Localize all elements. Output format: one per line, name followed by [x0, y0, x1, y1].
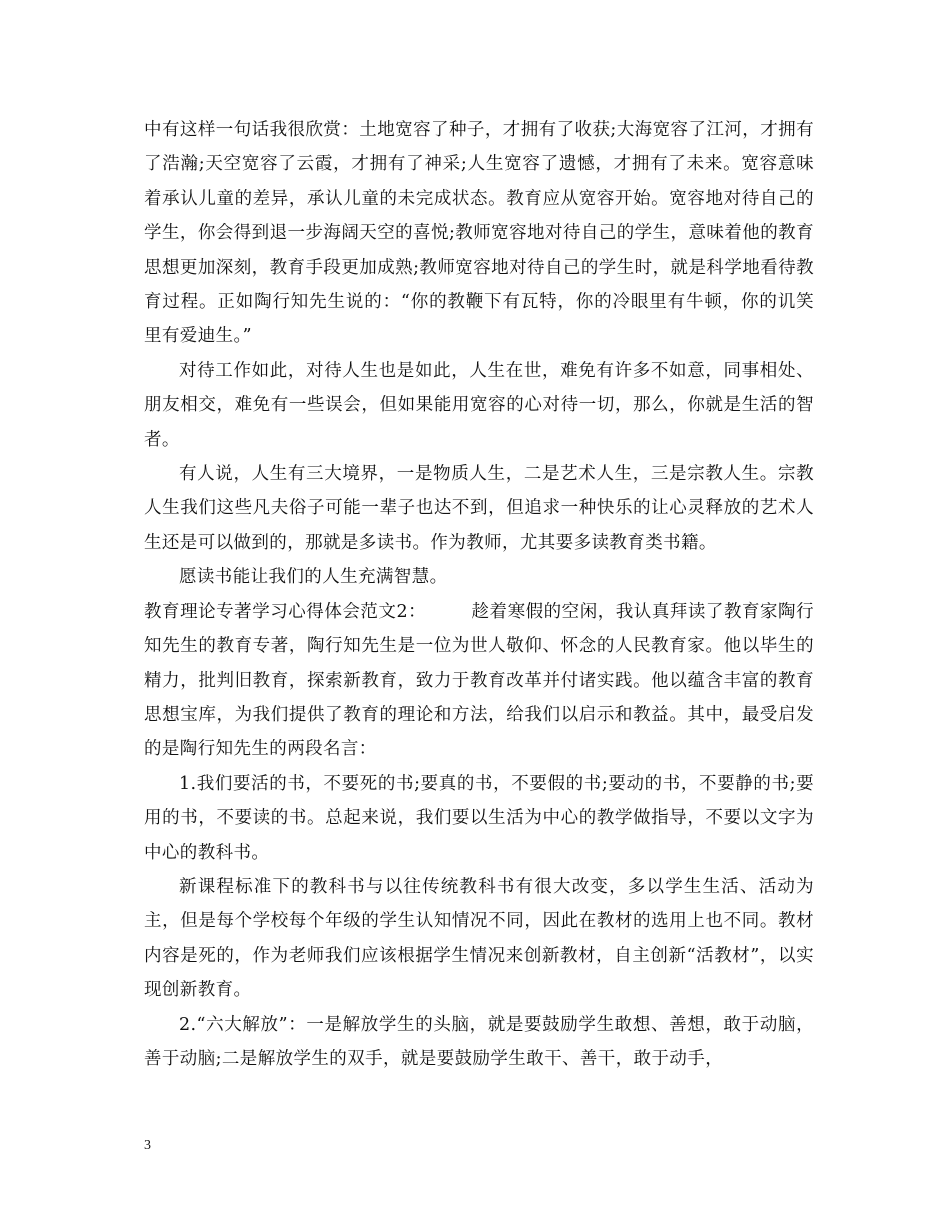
paragraph-1: 中有这样一句话我很欣赏：土地宽容了种子，才拥有了收获;大海宽容了江河，才拥有了浩瀚;天空宽容了云霞，才拥有了神采;人生宽容了遗憾，才拥有了未来。宽容意味着承认儿童的差异，承认儿童的未完成状态。教育应从宽容开始。宽容地对待自己的学生，你会得到退一步海阔天空的喜悦;教师宽容地对待自己的学生，意味着他的教育思想更加深刻，教育手段更加成熟;教师宽容地对待自己的学生时，就是科学地看待教育过程。正如陶行知先生说的：“你的教鞭下有瓦特，你的冷眼里有牛顿，你的讥笑里有爱迪生。”: [144, 120, 814, 347]
paragraph-8-quote-2: 2.“六大解放”：一是解放学生的头脑，就是要鼓励学生敢想、善想，敢于动脑，善于动脑;二是解放学生的双手，就是要鼓励学生敢干、善干，敢于动手，: [144, 1014, 814, 1069]
paragraph-7: 新课程标准下的教科书与以往传统教科书有很大改变，多以学生生活、活动为主，但是每个学校每个年级的学生认知情况不同，因此在教材的选用上也不同。教材内容是死的，作为老师我们应该根据学生情况来创新教材，自主创新“活教材”，以实现创新教育。: [144, 876, 814, 1001]
paragraph-6-quote-1: 1.我们要活的书，不要死的书;要真的书，不要假的书;要动的书，不要静的书;要用的书，不要读的书。总起来说，我们要以生活为中心的教学做指导，不要以文字为中心的教科书。: [144, 773, 814, 863]
paragraph-5-section-heading: 教育理论专著学习心得体会范文2： 趁着寒假的空闲，我认真拜读了教育家陶行知先生的教育专著，陶行知先生是一位为世人敬仰、怀念的人民教育家。他以毕生的精力，批判旧教育，探索新教育，致力于教育改革并付诸实践。他以蕴含丰富的教育思想宝库，为我们提供了教育的理论和方法，给我们以启示和教益。其中，最受启发的是陶行知先生的两段名言：: [144, 601, 814, 760]
paragraph-4: 愿读书能让我们的人生充满智慧。: [179, 567, 448, 588]
page-number: 3: [144, 1138, 151, 1153]
document-body: [144, 113, 814, 1076]
paragraph-3: 有人说，人生有三大境界，一是物质人生，二是艺术人生，三是宗教人生。宗教人生我们这些凡夫俗子可能一辈子也达不到，但追求一种快乐的让心灵释放的艺术人生还是可以做到的，那就是多读书。作为教师，尤其要多读教育类书籍。: [144, 464, 814, 553]
paragraph-2: 对待工作如此，对待人生也是如此，人生在世，难免有许多不如意，同事相处、朋友相交，难免有一些误会，但如果能用宽容的心对待一切，那么，你就是生活的智者。: [144, 360, 814, 450]
